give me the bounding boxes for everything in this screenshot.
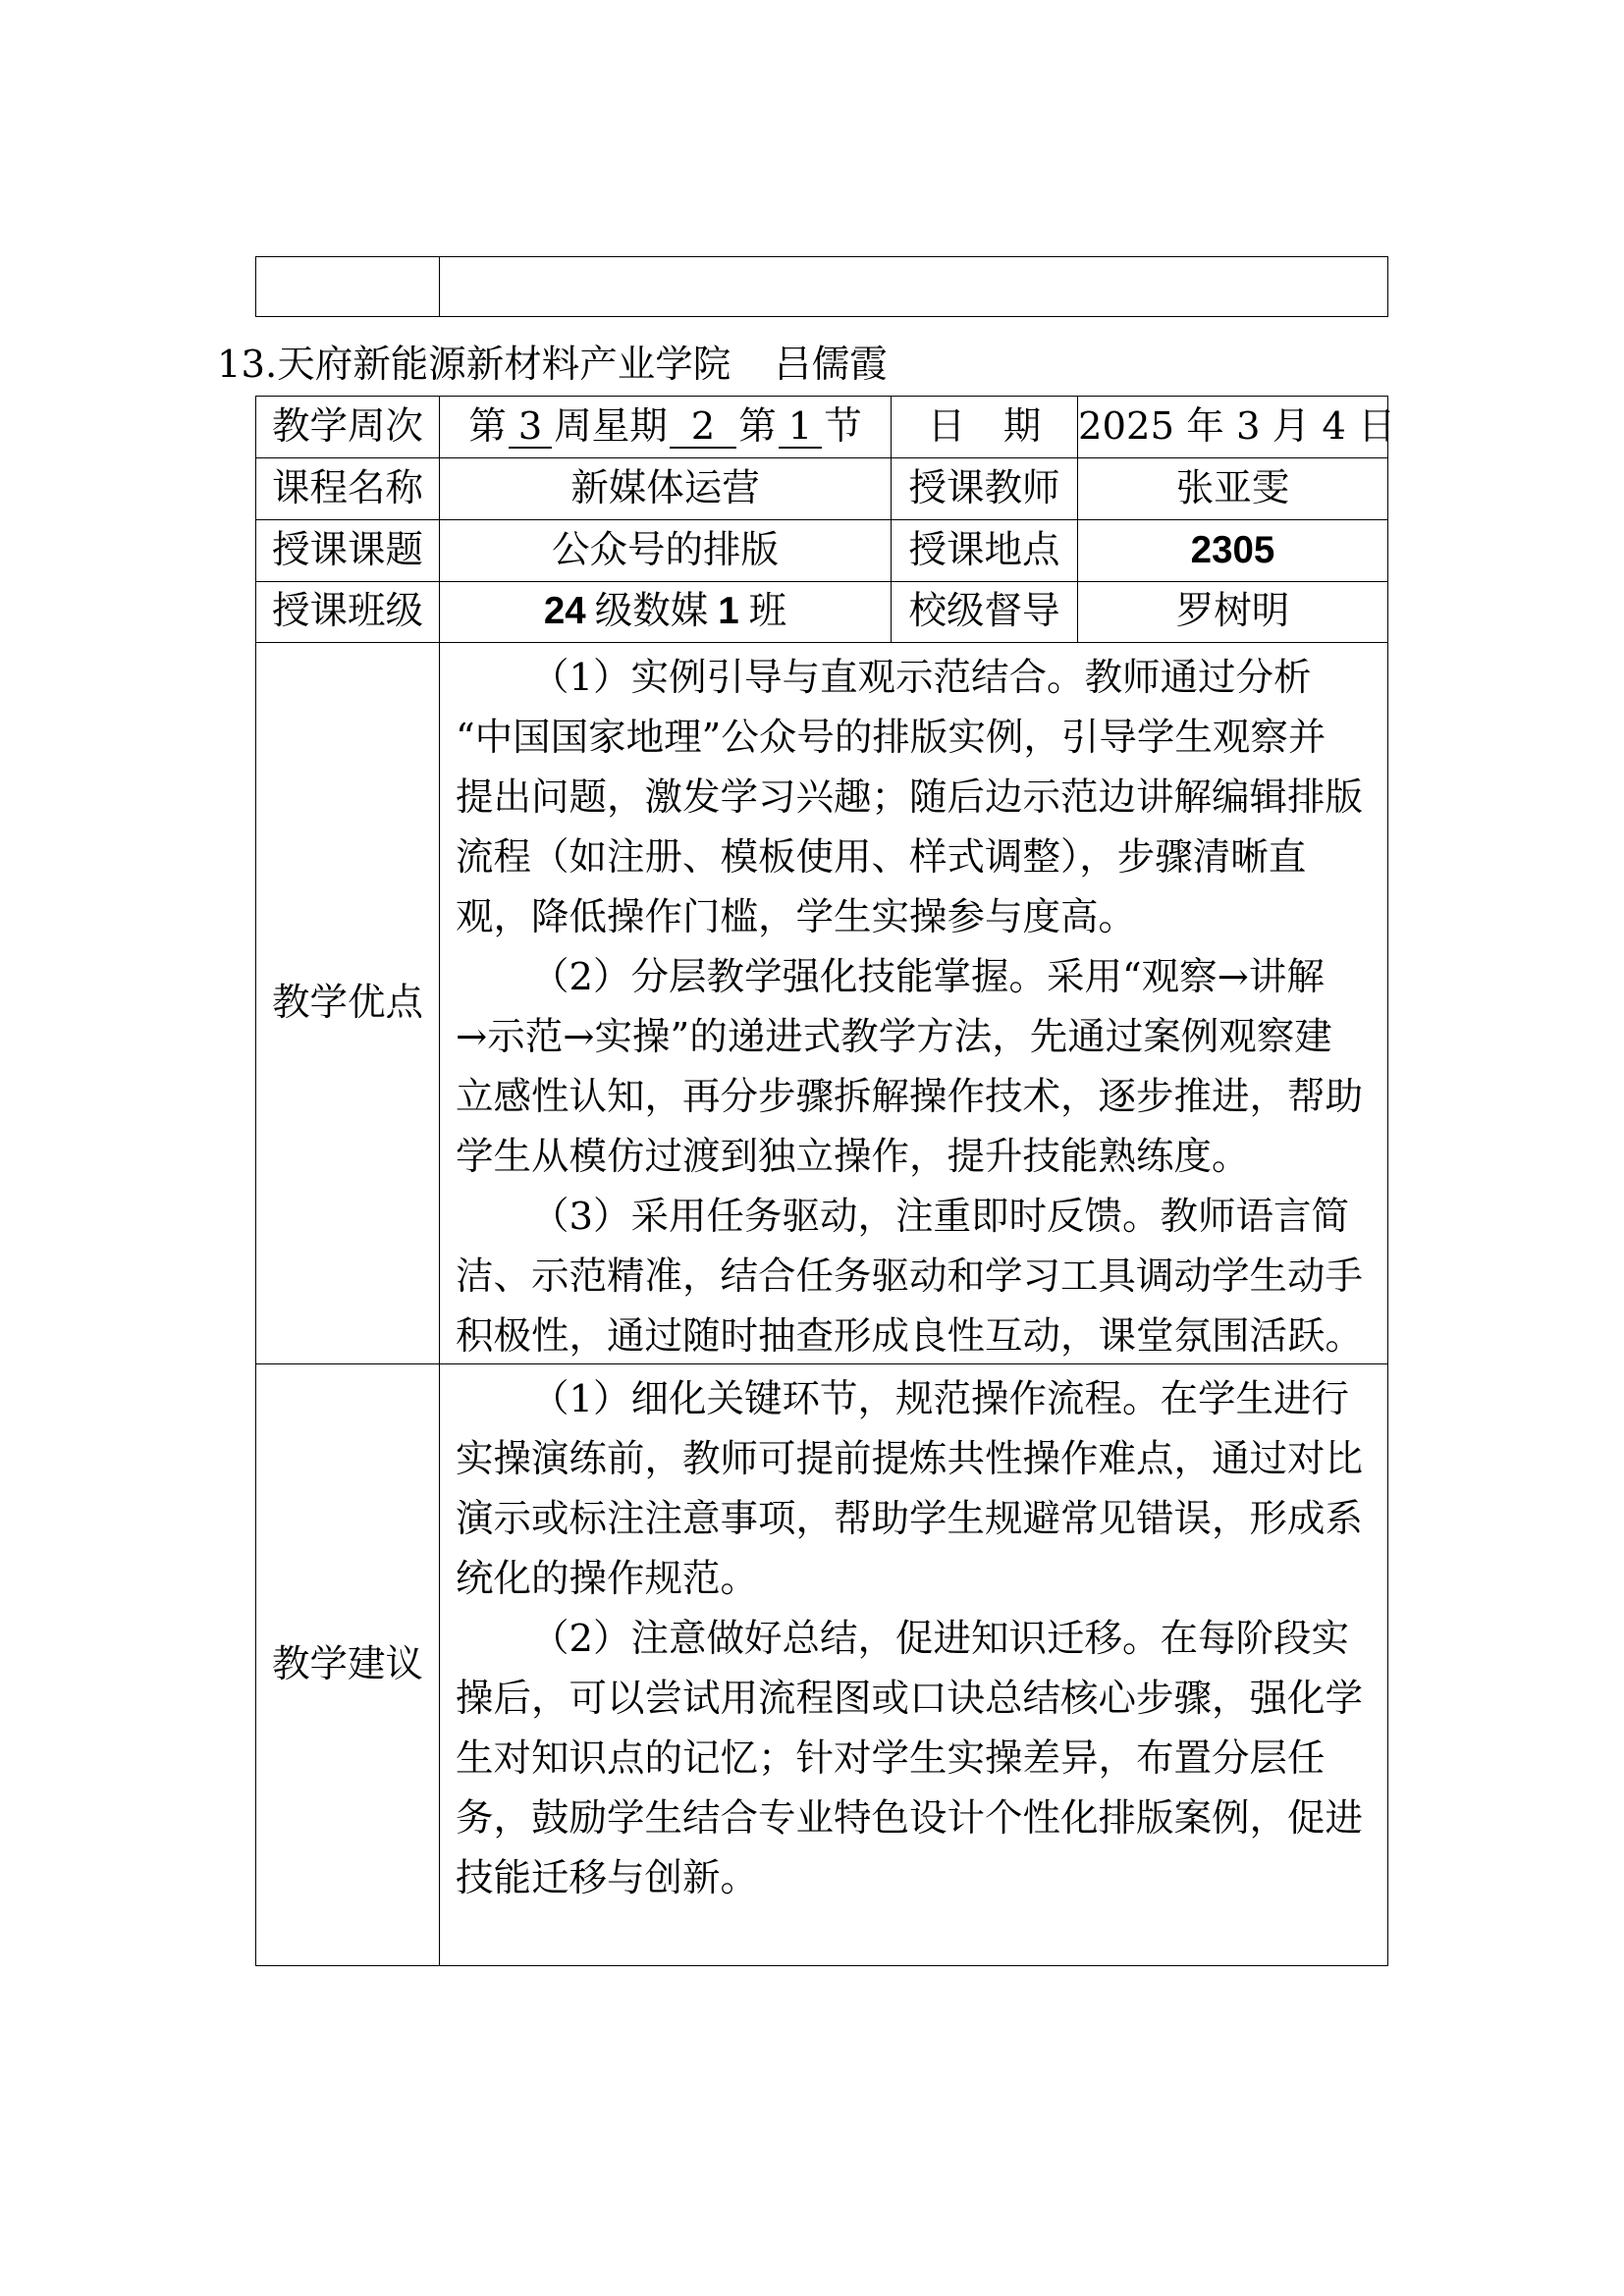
suggestions-paragraph-1-line-2: 实操演练前，教师可提前提炼共性操作难点，通过对比	[456, 1437, 1364, 1481]
course-row	[256, 458, 1388, 520]
strengths-paragraph-3-line-3: 积极性，通过随时抽查形成良性互动，课堂氛围活跃。	[456, 1314, 1364, 1359]
strengths-paragraph-3-line-2: 洁、示范精准，结合任务驱动和学习工具调动学生动手	[456, 1255, 1364, 1299]
course-label: 课程名称	[256, 458, 440, 520]
strengths-paragraph-2-line-2: →示范→实操”的递进式教学方法，先通过案例观察建	[456, 1015, 1332, 1059]
strengths-paragraph-2-line-1: （2）分层教学强化技能掌握。采用“观察→讲解	[531, 955, 1325, 999]
suggestions-paragraph-1-line-1: （1）细化关键环节，规范操作流程。在学生进行	[531, 1377, 1349, 1421]
strengths-content	[440, 643, 1388, 1364]
suggestions-paragraph-2-line-4: 务，鼓励学生结合专业特色设计个性化排版案例，促进	[456, 1796, 1364, 1841]
week-number: 3	[509, 407, 553, 449]
schedule-prefix: 第	[468, 403, 507, 449]
suggestions-paragraph-1-line-4: 统化的操作规范。	[456, 1557, 759, 1601]
previous-entry-content-cell	[440, 257, 1388, 317]
class-major: 级数媒	[594, 589, 709, 634]
suggestions-text	[456, 1369, 1378, 1908]
evaluator-name: 吕儒霞	[774, 343, 888, 387]
strengths-paragraph-1-line-1: （1）实例引导与直观示范结合。教师通过分析	[531, 656, 1312, 700]
section-number: 1	[779, 407, 823, 449]
strengths-paragraph-2-line-4: 学生从模仿过渡到独立操作，提升技能熟练度。	[456, 1135, 1250, 1179]
week-label: 教学周次	[256, 397, 440, 458]
schedule-cell	[440, 397, 892, 458]
previous-entry-label-cell	[256, 257, 440, 317]
strengths-paragraph-1-line-3: 提出问题，激发学习兴趣；随后边示范边讲解编辑排版	[456, 775, 1364, 820]
section-heading-title: 13.天府新能源新材料产业学院	[217, 343, 731, 387]
schedule-weekday-label: 周星期	[554, 403, 668, 449]
suggestions-label: 教学建议	[256, 1364, 440, 1966]
weekday-number: 2	[670, 407, 737, 449]
suggestions-content	[440, 1364, 1388, 1966]
supervisor-value: 罗树明	[1078, 582, 1388, 643]
schedule-section-prefix: 第	[738, 403, 777, 449]
strengths-paragraph-3-line-1: （3）采用任务驱动，注重即时反馈。教师语言简	[531, 1195, 1349, 1239]
suggestions-row	[256, 1364, 1388, 1966]
class-value	[440, 582, 892, 643]
topic-label: 授课课题	[256, 520, 440, 582]
strengths-paragraph-2-line-3: 立感性认知，再分步骤拆解操作技术，逐步推进，帮助	[456, 1075, 1364, 1119]
date-label: 日 期	[892, 397, 1078, 458]
date-value: 2025 年 3 月 4 日	[1078, 397, 1388, 458]
strengths-text	[456, 648, 1378, 1366]
location-value: 2305	[1078, 520, 1388, 582]
strengths-paragraph-1-line-5: 观，降低操作门槛，学生实操参与度高。	[456, 895, 1137, 939]
class-grade: 24	[543, 590, 586, 633]
strengths-row	[256, 643, 1388, 1364]
class-number: 1	[718, 590, 739, 633]
strengths-label: 教学优点	[256, 643, 440, 1364]
suggestions-paragraph-1-line-3: 演示或标注注意事项，帮助学生规避常见错误，形成系	[456, 1497, 1364, 1541]
suggestions-paragraph-2-line-3: 生对知识点的记忆；针对学生实操差异，布置分层任	[456, 1736, 1326, 1781]
class-row	[256, 582, 1388, 643]
strengths-paragraph-1-line-4: 流程（如注册、模板使用、样式调整），步骤清晰直	[456, 835, 1307, 880]
evaluation-table	[255, 396, 1396, 1966]
teacher-value: 张亚雯	[1078, 458, 1388, 520]
course-value: 新媒体运营	[440, 458, 892, 520]
teacher-label: 授课教师	[892, 458, 1078, 520]
strengths-paragraph-1-line-2: “中国国家地理”公众号的排版实例，引导学生观察并	[456, 716, 1326, 760]
suggestions-paragraph-2-line-2: 操后，可以尝试用流程图或口诀总结核心步骤，强化学	[456, 1677, 1364, 1721]
supervisor-label: 校级督导	[892, 582, 1078, 643]
class-suffix: 班	[748, 589, 787, 634]
topic-value: 公众号的排版	[440, 520, 892, 582]
previous-entry-table	[255, 256, 1388, 317]
previous-entry-row	[256, 257, 1388, 317]
suggestions-paragraph-2-line-5: 技能迁移与创新。	[456, 1856, 759, 1900]
class-label: 授课班级	[256, 582, 440, 643]
schedule-row	[256, 397, 1388, 458]
section-heading	[217, 340, 888, 391]
topic-row	[256, 520, 1388, 582]
location-label: 授课地点	[892, 520, 1078, 582]
schedule-suffix: 节	[824, 403, 862, 449]
suggestions-paragraph-2-line-1: （2）注意做好总结，促进知识迁移。在每阶段实	[531, 1617, 1349, 1661]
